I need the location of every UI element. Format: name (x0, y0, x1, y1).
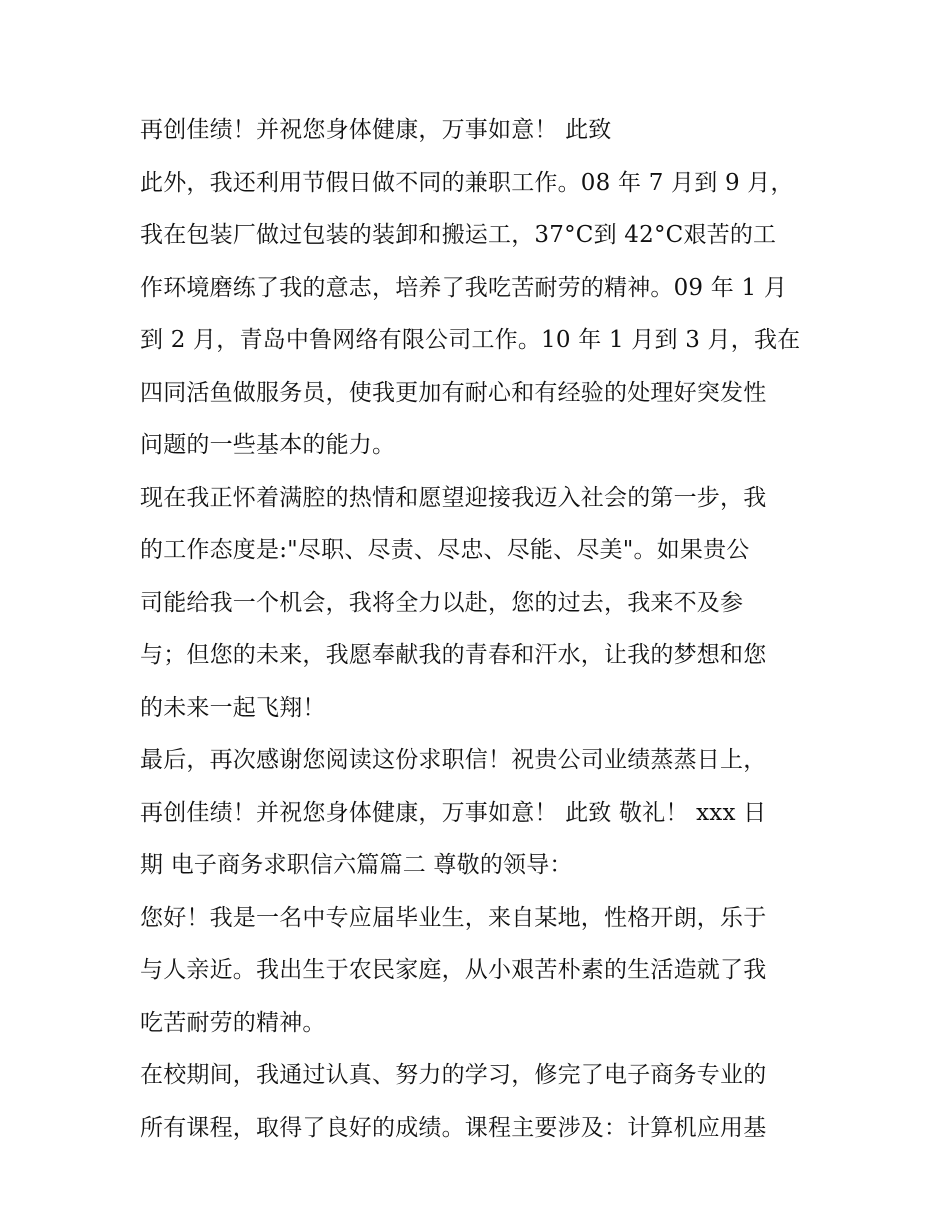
text-line: 此外，我还利用节假日做不同的兼职工作。08 年 7 月到 9 月， (140, 169, 794, 196)
letter-body (140, 104, 820, 1154)
text-line: 四同活鱼做服务员，使我更加有耐心和有经验的处理好突发性 (140, 379, 767, 406)
text-line: 现在我正怀着满腔的热情和愿望迎接我迈入社会的第一步，我 (140, 484, 767, 511)
text-line: 的未来一起飞翔！ (140, 694, 326, 721)
text-line: 问题的一些基本的能力。 (140, 432, 396, 458)
text-line: 与人亲近。我出生于农民家庭，从小艰苦朴素的生活造就了我 (140, 957, 767, 983)
text-line: 再创佳绩！并祝您身体健康，万事如意！ 此致 敬礼！ xxx 日 (140, 799, 767, 826)
text-line: 在校期间，我通过认真、努力的学习，修完了电子商务专业的 (140, 1062, 767, 1088)
text-line: 再创佳绩！并祝您身体健康，万事如意！ 此致 (140, 117, 612, 143)
text-line: 所有课程，取得了良好的成绩。课程主要涉及：计算机应用基 (140, 1114, 767, 1141)
text-line: 您好！我是一名中专应届毕业生，来自某地，性格开朗，乐于 (140, 904, 767, 931)
text-line: 吃苦耐劳的精神。 (140, 1009, 326, 1036)
text-line: 到 2 月，青岛中鲁网络有限公司工作。10 年 1 月到 3 月，我在 (140, 327, 801, 353)
text-line: 与；但您的未来，我愿奉献我的青春和汗水，让我的梦想和您 (140, 642, 767, 668)
text-line: 作环境磨练了我的意志，培养了我吃苦耐劳的精神。09 年 1 月 (140, 274, 788, 301)
text-line: 最后，再次感谢您阅读这份求职信！祝贵公司业绩蒸蒸日上， (140, 747, 767, 773)
text-line: 的工作态度是:"尽职、尽责、尽忠、尽能、尽美"。如果贵公 (140, 537, 750, 563)
text-line: 司能给我一个机会，我将全力以赴，您的过去，我来不及参 (140, 589, 744, 616)
text-line: 我在包装厂做过包装的装卸和搬运工，37°C到 42°C艰苦的工 (140, 222, 777, 248)
text-line: 期 电子商务求职信六篇篇二 尊敬的领导： (140, 852, 573, 878)
